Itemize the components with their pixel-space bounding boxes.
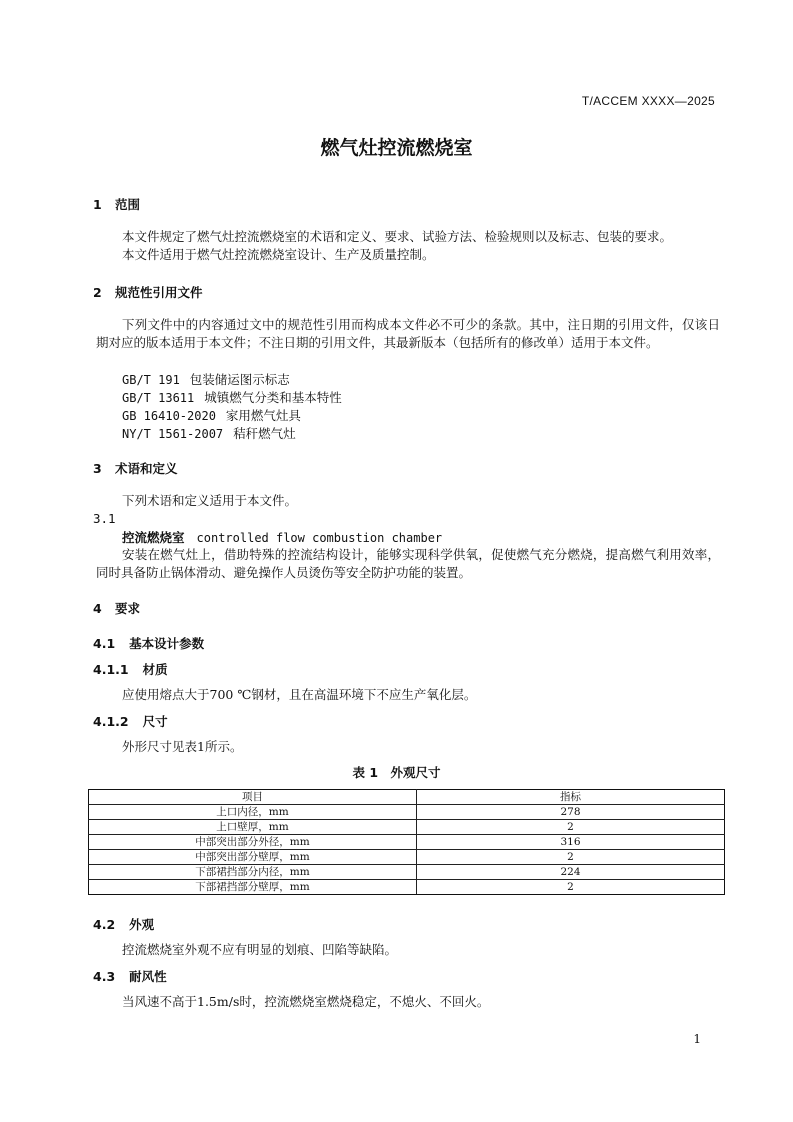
subsection-number: 4.1.1	[93, 662, 129, 677]
term-entry	[122, 528, 442, 546]
table-row	[89, 820, 725, 835]
page-title: 燃气灶控流燃烧室	[320, 137, 473, 159]
section-1-para-2: 本文件适用于燃气灶控流燃烧室设计、生产及质量控制。	[122, 247, 435, 262]
reference-code: GB/T 13611	[122, 391, 195, 405]
reference-item	[122, 424, 296, 442]
reference-item	[122, 388, 342, 406]
section-number: 3	[93, 461, 102, 476]
reference-title: 包装储运图示标志	[189, 372, 290, 387]
table-cell-value: 2	[417, 820, 725, 835]
section-title: 要求	[115, 601, 141, 616]
section-1-para-1: 本文件规定了燃气灶控流燃烧室的术语和定义、要求、试验方法、检验规则以及标志、包装的要求。	[122, 229, 673, 244]
table-cell-item: 上口壁厚，mm	[89, 820, 417, 835]
section-2-para-1: 下列文件中的内容通过文中的规范性引用而构成本文件必不可少的条款。其中，注日期的引用文件，仅该日期对应的版本适用于本文件；不注日期的引用文件，其最新版本（包括所有的修改单）适用于本文件。	[96, 317, 720, 350]
section-title: 术语和定义	[115, 461, 178, 476]
subsection-title: 基本设计参数	[129, 636, 205, 651]
section-number: 2	[93, 285, 102, 300]
reference-title: 城镇燃气分类和基本特性	[204, 390, 342, 405]
page-number: 1	[693, 1032, 701, 1046]
subsection-title: 尺寸	[142, 714, 168, 729]
table-row	[89, 865, 725, 880]
table-header-item: 项目	[89, 790, 417, 805]
table-cell-value: 278	[417, 805, 725, 820]
table-cell-value: 2	[417, 880, 725, 895]
material-text: 应使用熔点大于700 ℃钢材，且在高温环境下不应生产氧化层。	[122, 687, 477, 702]
subsection-4-2-heading	[93, 915, 154, 933]
table-row	[89, 850, 725, 865]
reference-title: 家用燃气灶具	[225, 408, 301, 423]
subsection-4-3-heading	[93, 967, 167, 985]
term-number: 3.1	[93, 511, 116, 526]
subsection-number: 4.1	[93, 636, 116, 651]
subsection-number: 4.2	[93, 917, 116, 932]
table-cell-item: 上口内径，mm	[89, 805, 417, 820]
reference-code: GB 16410-2020	[122, 409, 216, 423]
size-text: 外形尺寸见表1所示。	[122, 739, 243, 754]
reference-item	[122, 406, 301, 424]
appearance-text: 控流燃烧室外观不应有明显的划痕、凹陷等缺陷。	[122, 942, 398, 957]
reference-title: 秸秆燃气灶	[233, 426, 296, 441]
subsection-4-1-heading	[93, 634, 204, 652]
table-row	[89, 835, 725, 850]
subsection-title: 耐风性	[129, 969, 167, 984]
reference-code: GB/T 191	[122, 373, 180, 387]
section-number: 1	[93, 197, 102, 212]
document-code: T/ACCEM XXXX—2025	[581, 94, 715, 108]
term-chinese: 控流燃烧室	[122, 530, 185, 545]
subsection-4-1-1-heading	[93, 660, 168, 678]
section-3-para-1: 下列术语和定义适用于本文件。	[122, 493, 298, 508]
table-row	[89, 805, 725, 820]
subsection-number: 4.1.2	[93, 714, 129, 729]
table-cell-value: 316	[417, 835, 725, 850]
subsection-title: 材质	[142, 662, 168, 677]
table-header-value: 指标	[417, 790, 725, 805]
table-row	[89, 880, 725, 895]
section-4-heading	[93, 599, 140, 617]
term-definition: 安装在燃气灶上，借助特殊的控流结构设计，能够实现科学供氧，促使燃气充分燃烧，提高燃气利用效率，同时具备防止锅体滑动、避免操作人员烫伤等安全防护功能的装置。	[96, 547, 720, 580]
subsection-number: 4.3	[93, 969, 116, 984]
section-title: 范围	[115, 197, 141, 212]
table-cell-value: 2	[417, 850, 725, 865]
table-cell-item: 下部裙挡部分壁厚，mm	[89, 880, 417, 895]
table-cell-item: 下部裙挡部分内径，mm	[89, 865, 417, 880]
subsection-4-1-2-heading	[93, 712, 168, 730]
section-2-heading	[93, 283, 203, 301]
reference-item	[122, 370, 290, 388]
reference-code: NY/T 1561-2007	[122, 427, 224, 441]
table-cell-item: 中部突出部分壁厚，mm	[89, 850, 417, 865]
section-1-heading	[93, 195, 140, 213]
subsection-title: 外观	[129, 917, 155, 932]
table-cell-value: 224	[417, 865, 725, 880]
table-cell-item: 中部突出部分外径，mm	[89, 835, 417, 850]
term-english: controlled flow combustion chamber	[196, 531, 443, 545]
wind-resistance-text: 当风速不高于1.5m/s时，控流燃烧室燃烧稳定，不熄火、不回火。	[122, 994, 490, 1009]
table-caption: 表 1 外观尺寸	[352, 765, 441, 780]
section-title: 规范性引用文件	[115, 285, 203, 300]
dimensions-table	[88, 789, 725, 895]
table-header-row	[89, 790, 725, 805]
section-3-heading	[93, 459, 178, 477]
section-number: 4	[93, 601, 102, 616]
